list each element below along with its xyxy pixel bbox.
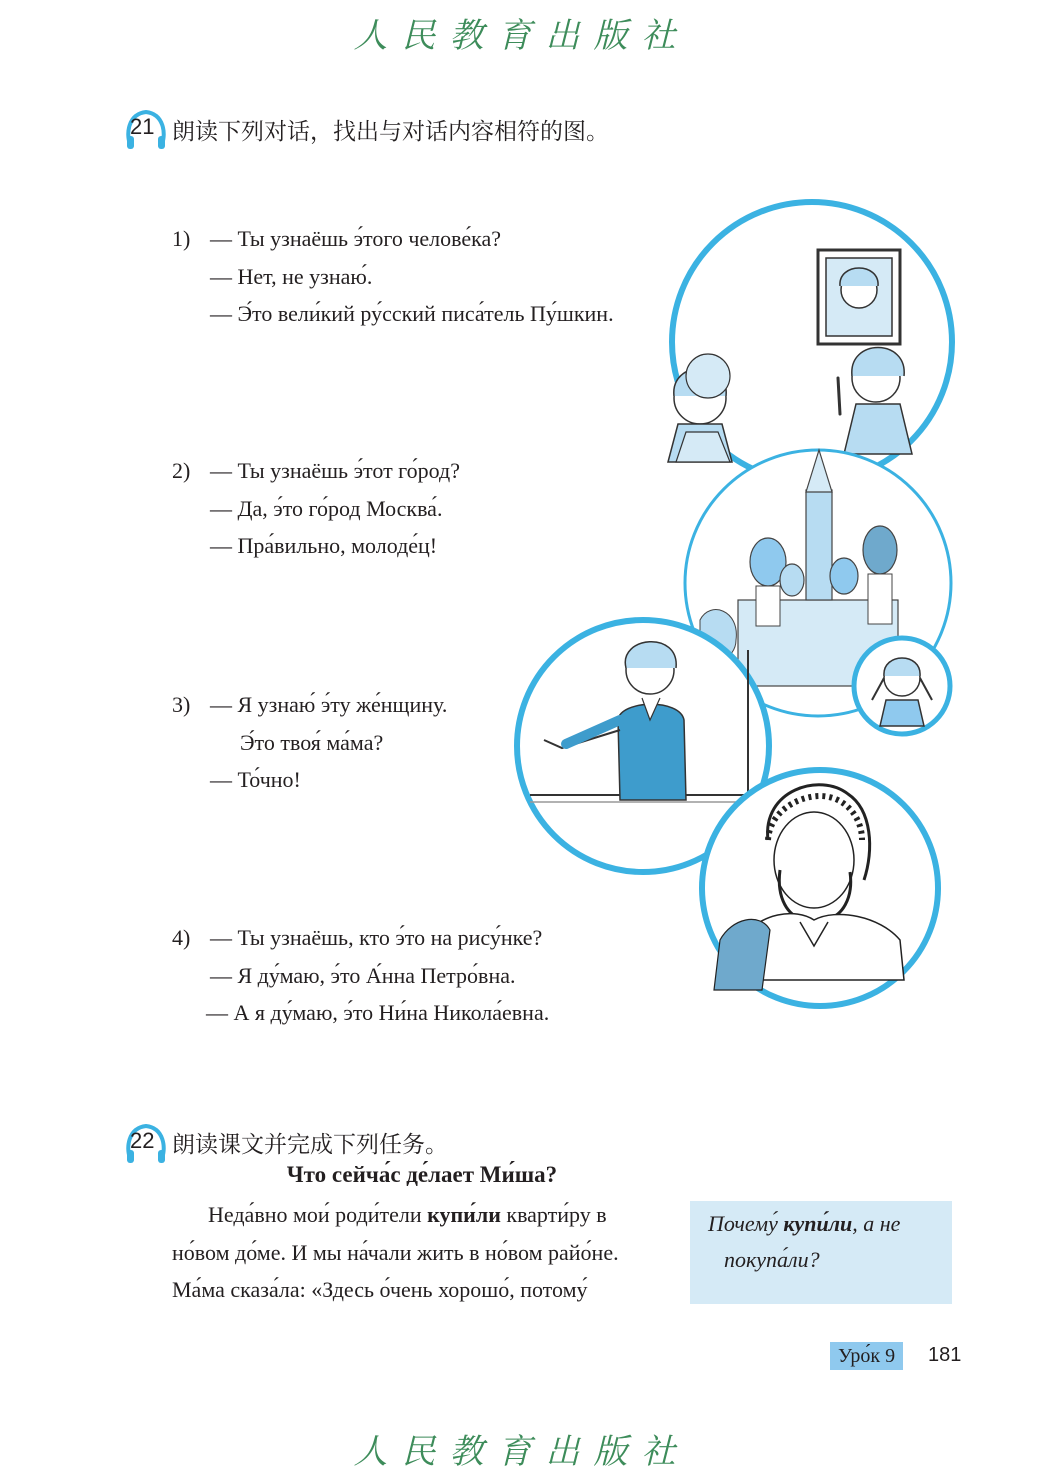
story-text (172, 1196, 677, 1309)
note-line: покупа́ли? (724, 1247, 820, 1272)
dialogue-line: — А я ду́маю, э́то Ни́на Никола́евна. (206, 1000, 550, 1025)
dialogue-line: Э́то твоя́ ма́ма? (240, 729, 384, 755)
dialogue-number: 1) (172, 226, 191, 251)
margin-note (690, 1201, 952, 1304)
story-text-run: кварти́ру в (500, 1202, 607, 1227)
dialogue-number: 2) (172, 458, 191, 483)
note-text: Почему́ (708, 1211, 784, 1236)
illustrations (500, 200, 970, 1020)
dialogue-line: — Ты узнаёшь э́тот го́род? (210, 458, 460, 483)
dialogue-number: 4) (172, 925, 191, 950)
story-line (172, 1196, 677, 1234)
exercise-21-badge (124, 106, 168, 152)
story-title: Что сейча́с де́лает Ми́ша? (286, 1162, 558, 1187)
story-line: но́вом до́ме. И мы на́чали жить в но́вом райо́не. (172, 1239, 619, 1265)
dialogue-3 (172, 686, 512, 806)
story-text-run: Неда́вно мои́ роди́тели (208, 1202, 428, 1227)
story-line: Ма́ма сказа́ла: «Здесь о́чень хорошо́, потому́ (172, 1277, 588, 1302)
dialogue-line: — Ты узнаёшь э́того челове́ка? (210, 226, 502, 251)
note-text: , а не (852, 1211, 901, 1236)
header-publisher: 人民教育出版社 (353, 16, 690, 56)
page-number: 181 (928, 1344, 962, 1366)
exercise-22-badge (124, 1120, 168, 1166)
dialogue-line: — Ты узнаёшь, кто э́то на рису́нке? (210, 925, 543, 950)
dialogue-number: 3) (172, 692, 191, 717)
lesson-tag: Уро́к 9 (830, 1342, 903, 1370)
dialogue-line: — Я узнаю́ э́ту же́нщину. (210, 692, 448, 717)
dialogue-line: — Пра́вильно, молоде́ц! (210, 533, 438, 558)
picture-girls-portrait (668, 202, 952, 482)
exercise-number: 22 (130, 1128, 155, 1153)
exercise-number: 21 (130, 114, 155, 139)
dialogue-line: — Э́то вели́кий ру́сский писа́тель Пу́шкин. (210, 301, 614, 326)
note-line (708, 1205, 900, 1242)
footer-publisher: 人民教育出版社 (353, 1432, 690, 1472)
story-text-bold: купи́ли (427, 1202, 501, 1227)
note-bold: купи́ли (783, 1211, 853, 1236)
dialogue-line: — То́чно! (210, 767, 301, 792)
exercise-21-title: 朗读下列对话，找出与对话内容相符的图。 (172, 119, 609, 145)
dialogue-line: — Я ду́маю, э́то А́нна Петро́вна. (210, 962, 516, 988)
picture-pushkin (702, 770, 938, 1006)
exercise-22-title: 朗读课文并完成下列任务。 (172, 1132, 448, 1158)
dialogue-line: — Нет, не узнаю́. (210, 263, 373, 289)
dialogue-line: — Да, э́то го́род Москва́. (210, 495, 443, 521)
